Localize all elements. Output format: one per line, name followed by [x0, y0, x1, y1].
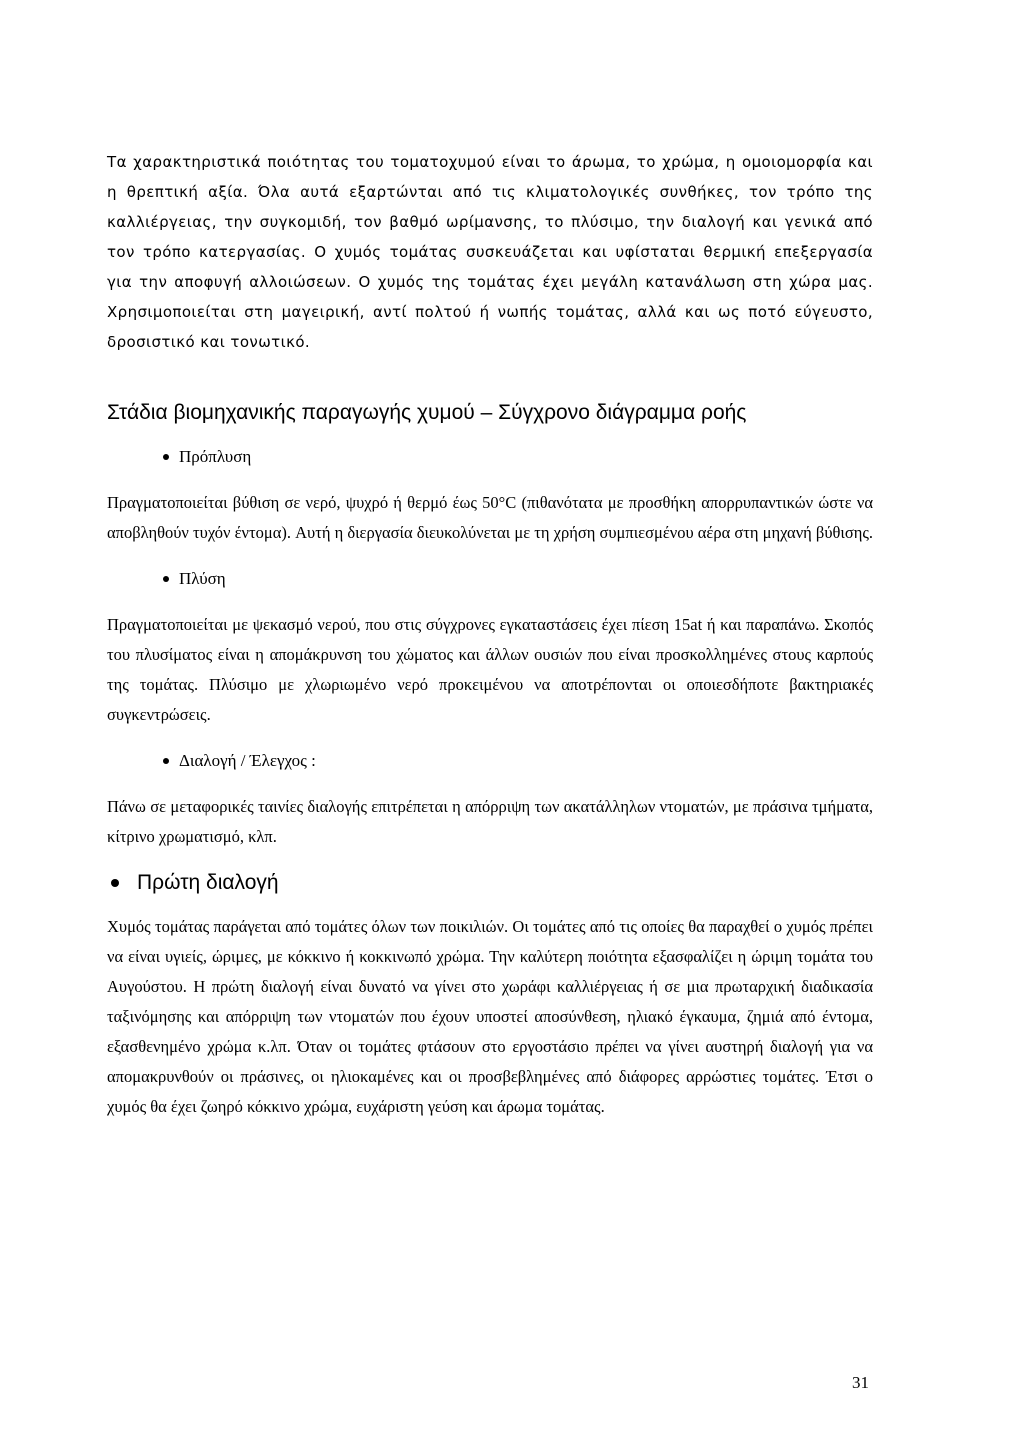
page-content: [107, 147, 873, 1122]
bullet-title: Πλύση: [179, 569, 226, 588]
stage-paragraph-first-sorting: Χυμός τομάτας παράγεται από τομάτες όλων των ποικιλιών. Οι τομάτες από τις οποίες θα παραχθεί ο χυμός πρέπει να είναι υγιείς, ώριμες, με κόκκινο ή κοκκινωπό χρώμα. Την καλύτερη ποιότητα εξασφαλίζει η ώριμη τομάτα του Αυγούστου. Η πρώτη διαλογή είναι δυνατό να γίνει στο χωράφι καλλιέργειας ή σε μια πρωταρχική διαδικασία ταξινόμησης και απόρριψη των ντοματών που έχουν υποστεί αποσύνθεση, ηλιακό έγκαυμα, ζημιά από έντομα, εξασθενημένο χρώμα κ.λπ. Όταν οι τομάτες φτάσουν στο εργοστάσιο πρέπει να γίνει αυστηρή διαλογή για να απομακρυνθούν οι πράσινες, οι ηλιοκαμένες και οι προσβεβλημένες από διάφορες αρρώστιες τομάτες. Έτσι ο χυμός θα έχει ζωηρό κόκκινο χρώμα, ευχάριστη γεύση και άρωμα τομάτας.: [107, 917, 873, 1116]
stage-paragraph-preliminary-wash: Πραγματοποιείται βύθιση σε νερό, ψυχρό ή θερμό έως 50°C (πιθανότατα με προσθήκη απορρυπαντικών ώστε να αποβληθούν τυχόν έντομα). Αυτή η διεργασία διευκολύνεται με τη χρήση συμπιεσμένου αέρα στη μηχανή βύθισης.: [107, 493, 874, 542]
bullet-title: Πρώτη διαλογή: [137, 871, 279, 894]
bullet-icon: [163, 454, 169, 460]
bullet-item-preliminary-wash: [163, 443, 873, 471]
bullet-icon: [163, 758, 169, 764]
page-number: 31: [852, 1373, 869, 1392]
bullet-icon: [163, 576, 169, 582]
stage-paragraph-sorting-control: Πάνω σε μεταφορικές ταινίες διαλογής επιτρέπεται η απόρριψη των ακατάλληλων ντοματών, με πράσινα τμήματα, κίτρινο χρωματισμό, κλπ.: [107, 797, 873, 846]
bullet-title: Πρόπλυση: [179, 447, 252, 466]
bullet-item-first-sorting: [111, 869, 873, 897]
bullet-title: Διαλογή / Έλεγχος :: [179, 751, 316, 770]
intro-paragraph: Τα χαρακτηριστικά ποιότητας του τοματοχυμού είναι το άρωμα, το χρώμα, η ομοιομορφία και η θρεπτική αξία. Όλα αυτά εξαρτώνται από τις κλιματολογικές συνθήκες, τον τρόπο της καλλιέργειας, την συγκομιδή, τον βαθμό ωρίμανσης, το πλύσιμο, την διαλογή και γενικά από τον τρόπο κατεργασίας. Ο χυμός τομάτας συσκευάζεται και υφίσταται θερμική επεξεργασία για την αποφυγή αλλοιώσεων. Ο χυμός της τομάτας έχει μεγάλη κατανάλωση στη χώρα μας. Χρησιμοποιείται στη μαγειρική, αντί πολτού ή νωπής τομάτας, αλλά και ως ποτό εύγευστο, δροσιστικό και τονωτικό.: [107, 153, 873, 351]
bullet-icon: [111, 879, 119, 887]
stage-paragraph-wash: Πραγματοποιείται με ψεκασμό νερού, που στις σύγχρονες εγκαταστάσεις έχει πίεση 15at ή και παραπάνω. Σκοπός του πλυσίματος είναι η απομάκρυνση του χώματος και άλλων ουσιών που είναι προσκολλημένες στους καρπούς της τομάτας. Πλύσιμο με χλωριωμένο νερό προκειμένου να αποτρέπονται οι οποιεσδήποτε βακτηριακές συγκεντρώσεις.: [107, 615, 873, 724]
bullet-item-wash: [163, 565, 873, 593]
section-heading: Στάδια βιομηχανικής παραγωγής χυμού – Σύγχρονο διάγραμμα ροής: [107, 401, 747, 424]
bullet-item-sorting-control: [163, 747, 873, 775]
